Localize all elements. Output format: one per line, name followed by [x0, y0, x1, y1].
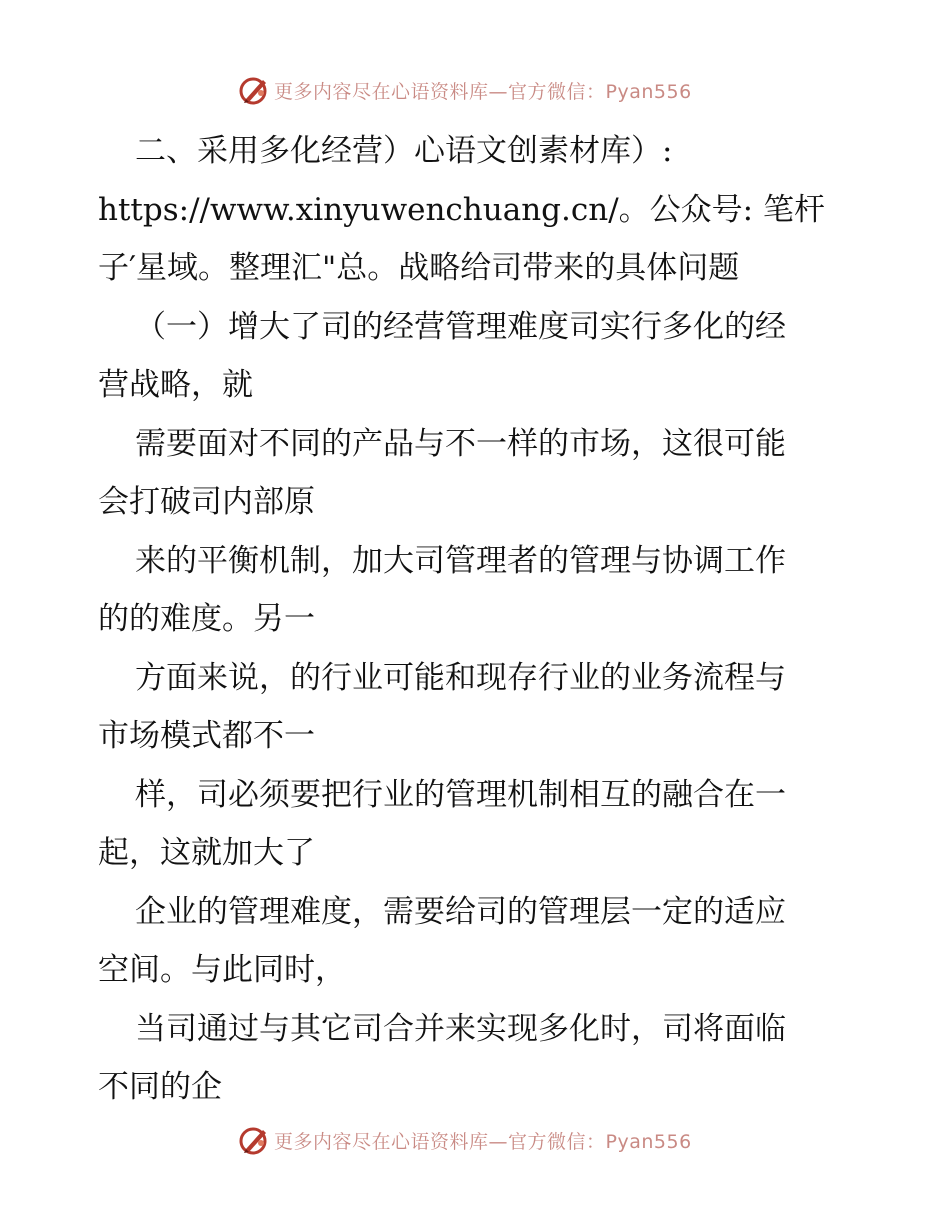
footer-banner: [236, 1122, 692, 1158]
body-line: 市场模式都不一: [98, 718, 315, 754]
header-banner: [236, 72, 692, 108]
body-line: 当司通过与其它司合并来实现多化时，司将面临: [135, 1010, 786, 1047]
body-line: 样，司必须要把行业的管理机制相互的融合在一: [135, 776, 786, 813]
body-line: 营战略，就: [98, 367, 253, 403]
body-line: 会打破司内部原: [98, 484, 315, 520]
body-line: 起，这就加大了: [98, 835, 315, 871]
footer-banner-text: 更多内容尽在心语资料库—官方微信：Pyan556: [274, 1130, 692, 1153]
pen-seal-logo-icon: [236, 73, 270, 107]
body-line: 方面来说，的行业可能和现存行业的业务流程与: [135, 659, 786, 696]
body-line: 需要面对不同的产品与不一样的市场，这很可能: [135, 425, 786, 462]
body-line: 不同的企: [98, 1069, 222, 1105]
body-line: 企业的管理难度，需要给司的管理层一定的适应: [135, 893, 786, 930]
body-line: 二、采用多化经营）心语文创素材库）:: [135, 133, 673, 169]
header-banner-text: 更多内容尽在心语资料库—官方微信：Pyan556: [274, 80, 692, 103]
body-line: 空间。与此同时，: [98, 952, 346, 988]
document-body: [98, 122, 858, 1117]
body-line: https://www.xinyuwenchuang.cn/。公众号: 笔杆: [98, 191, 825, 228]
body-line: 子′星域。整理汇"总。战略给司带来的具体问题: [98, 250, 740, 286]
body-line: 来的平衡机制，加大司管理者的管理与协调工作: [135, 542, 786, 579]
body-line: （一）增大了司的经营管理难度司实行多化的经: [135, 308, 786, 345]
body-line: 的的难度。另一: [98, 601, 315, 637]
pen-seal-logo-icon: [236, 1123, 270, 1157]
